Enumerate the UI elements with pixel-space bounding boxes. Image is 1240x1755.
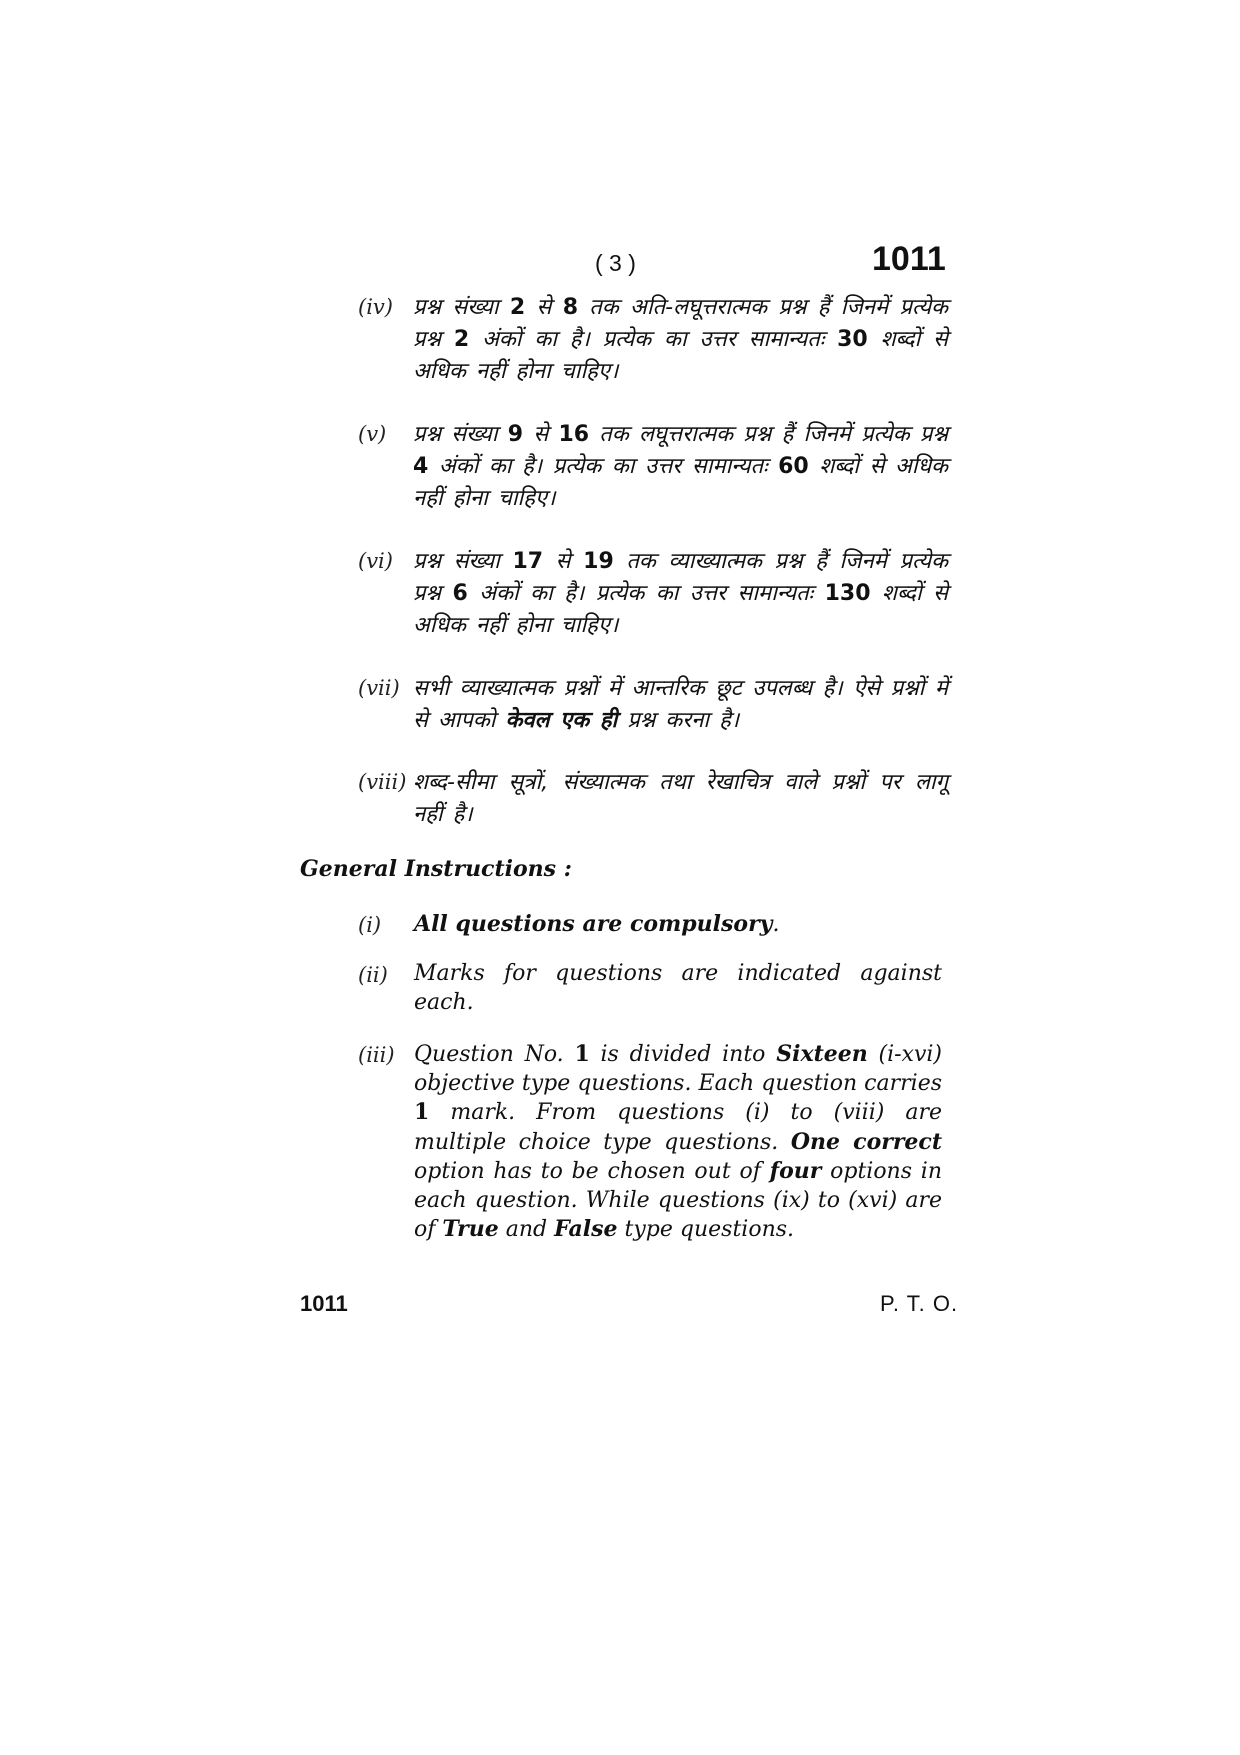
item-text: प्रश्न संख्या 2 से 8 तक अति-लघूत्तरात्मक प्रश्न हैं जिनमें प्रत्येक प्रश्न 2 अंकों का है। प्रत्येक का उत्तर सामान्यतः 30 शब्दों से अधिक नहीं होना चाहिए। (413, 295, 948, 384)
item-number: (v) (358, 422, 387, 446)
item-text: Question No. 1 is divided into Sixteen (i-xvi) objective type questions. Each question carries 1 mark. From questions (i) to (viii) are multiple choice type questions. One correct option has to be chosen out of four options in each question. While questions (ix) to (xvi) are of True and False type questions. (414, 1041, 942, 1242)
item-number: (iii) (358, 1043, 395, 1067)
item-number: (i) (358, 913, 382, 937)
item-text: शब्द-सीमा सूत्रों, संख्यात्मक तथा रेखाचित्र वाले प्रश्नों पर लागू नहीं है। (413, 770, 948, 827)
pto-label: P. T. O. (880, 1291, 959, 1316)
paper-code-bottom: 1011 (300, 1291, 348, 1316)
item-text: प्रश्न संख्या 9 से 16 तक लघूत्तरात्मक प्रश्न हैं जिनमें प्रत्येक प्रश्न 4 अंकों का है। प्रत्येक का उत्तर सामान्यतः 60 शब्दों से अधिक नहीं होना चाहिए। (413, 422, 948, 511)
general-instructions-heading: General Instructions : (300, 856, 572, 882)
item-text: प्रश्न संख्या 17 से 19 तक व्याख्यात्मक प्रश्न हैं जिनमें प्रत्येक प्रश्न 6 अंकों का है। प्रत्येक का उत्तर सामान्यतः 130 शब्दों से अधिक नहीं होना चाहिए। (413, 549, 949, 638)
item-text: सभी व्याख्यात्मक प्रश्नों में आन्तरिक छूट उपलब्ध है। ऐसे प्रश्नों में से आपको केवल एक ही प्रश्न करना है। (413, 676, 948, 733)
item-number: (vi) (358, 549, 393, 573)
item-number: (ii) (358, 963, 388, 987)
item-text: All questions are compulsory. (414, 911, 780, 937)
page-number: ( 3 ) (595, 250, 636, 276)
item-number: (viii) (358, 770, 407, 794)
item-number: (iv) (358, 295, 393, 319)
item-number: (vii) (358, 676, 400, 700)
paper-code-top: 1011 (872, 240, 946, 278)
item-text: Marks for questions are indicated against each. (414, 961, 942, 1015)
